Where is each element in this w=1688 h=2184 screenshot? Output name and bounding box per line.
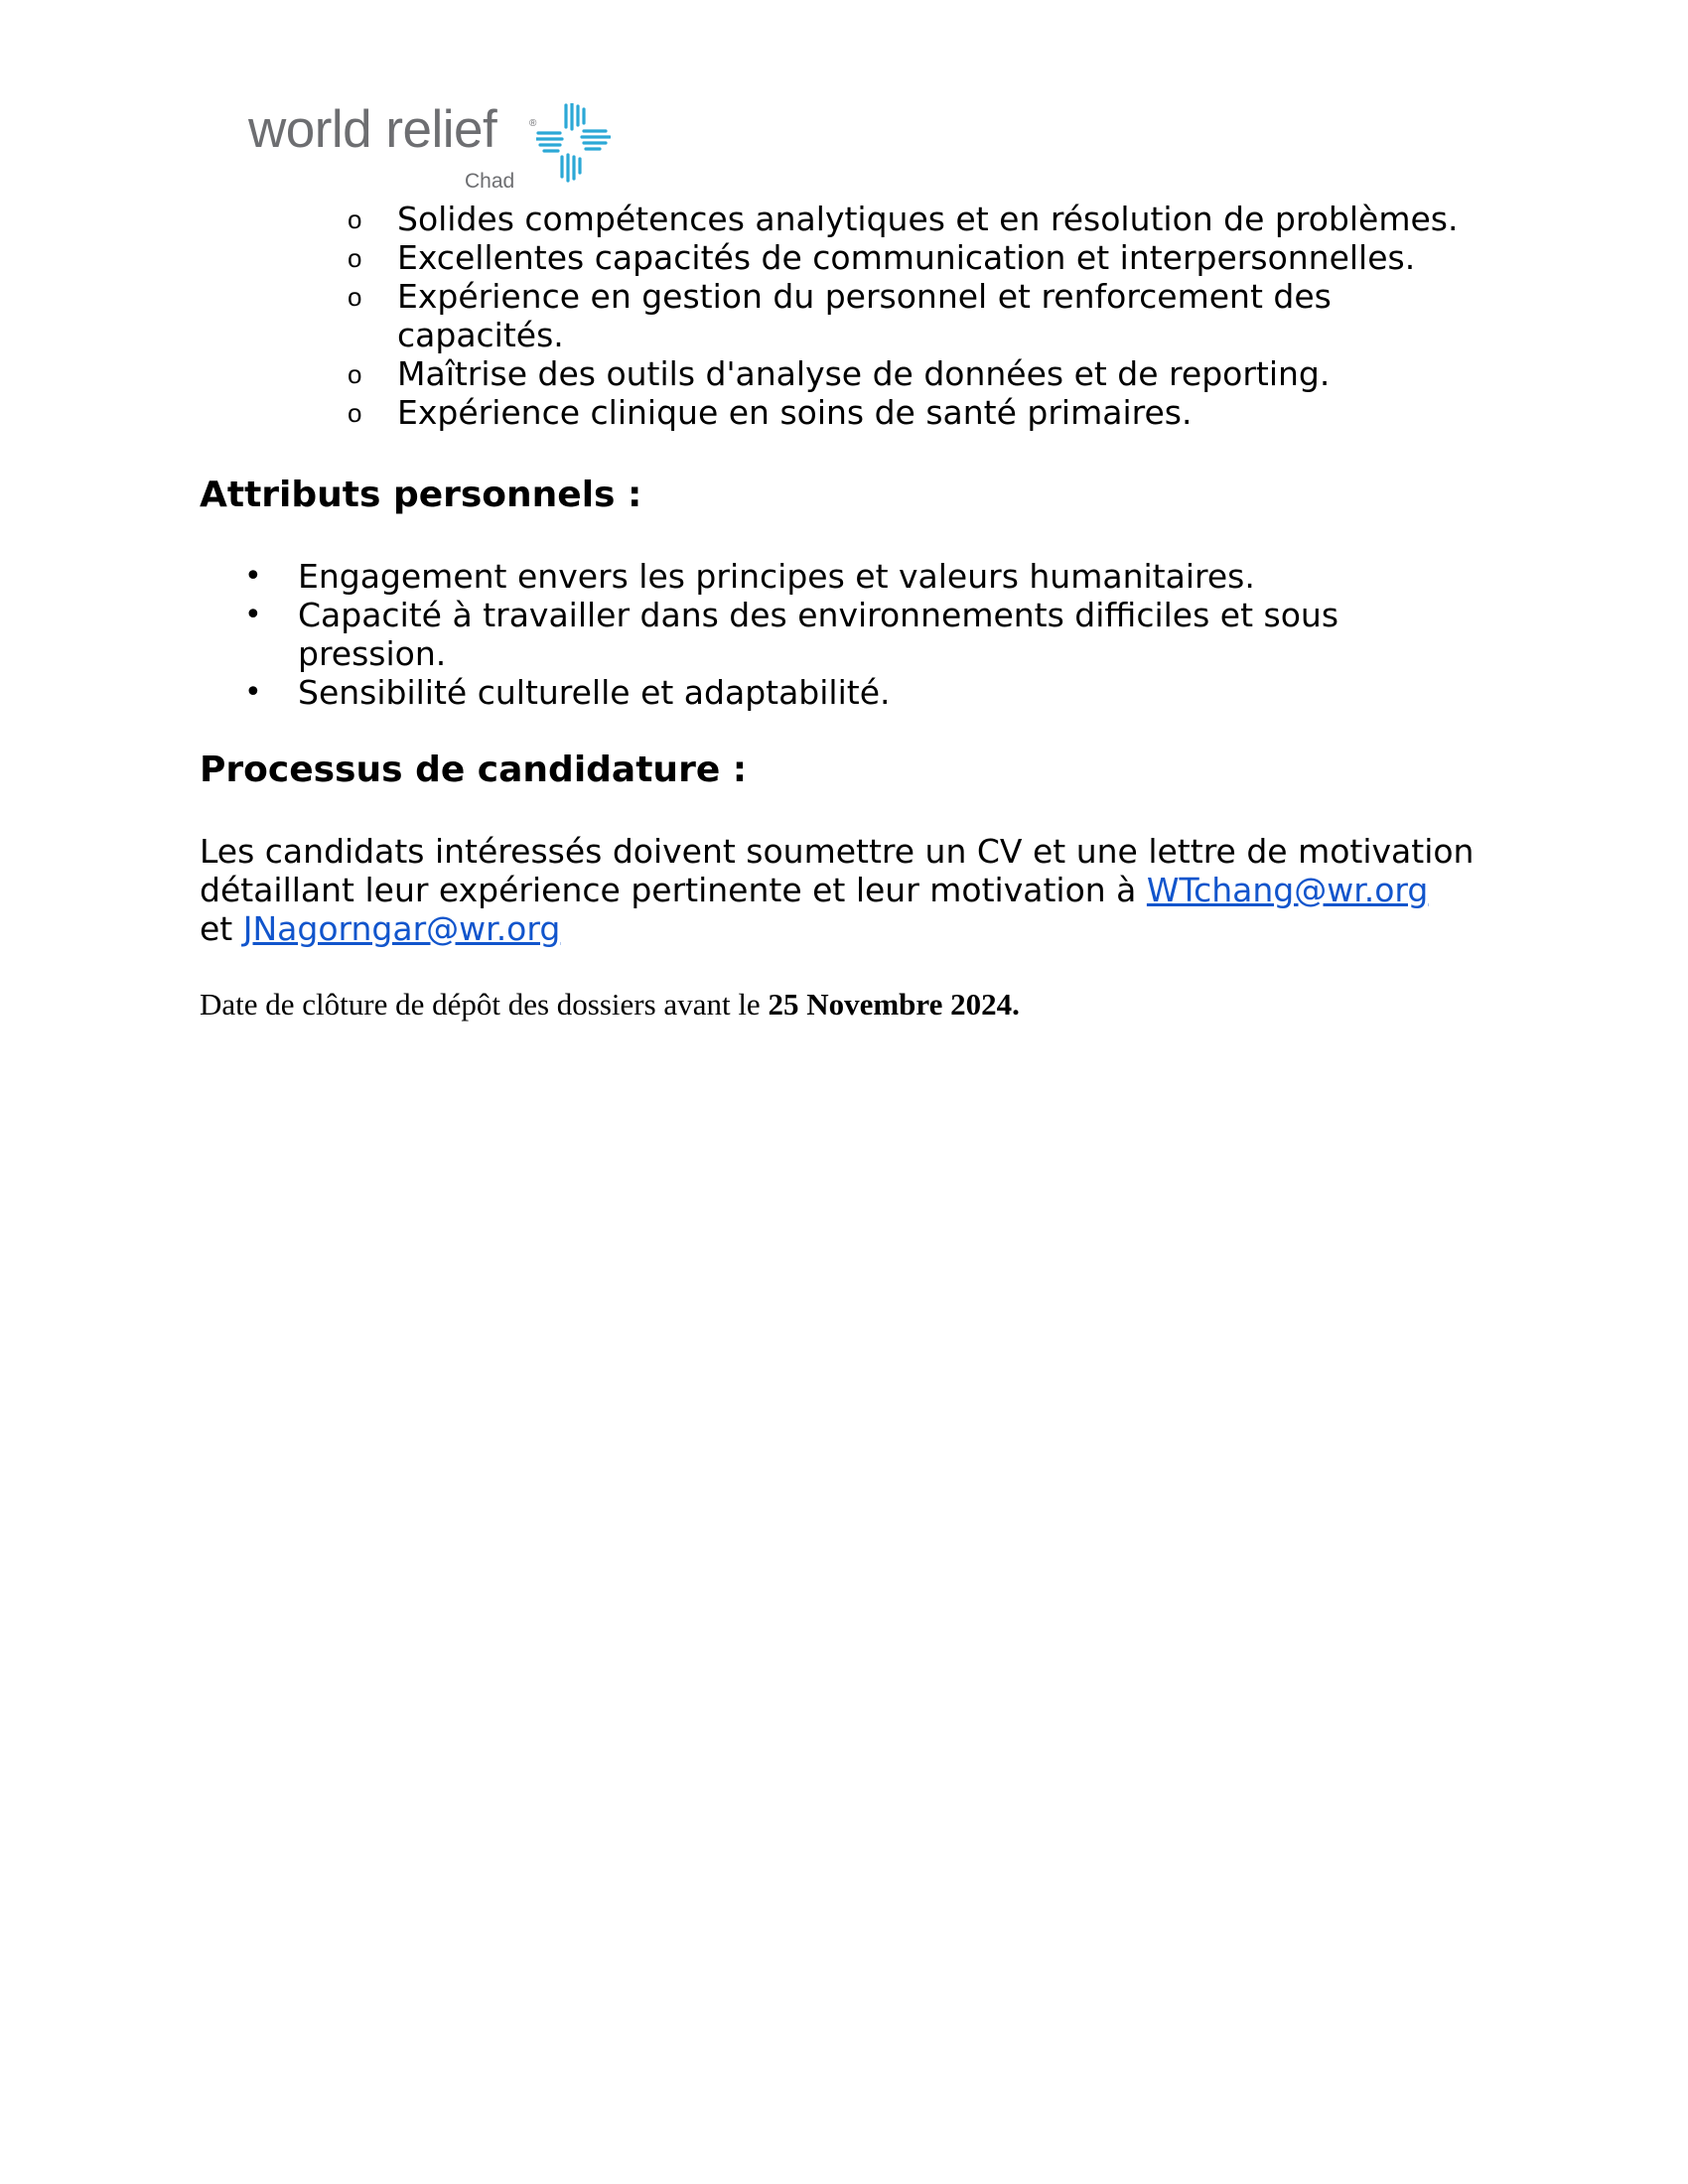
circle-bullet-icon: o — [348, 282, 362, 312]
application-process-heading: Processus de candidature : — [200, 750, 748, 790]
bullet-icon: • — [244, 598, 262, 632]
list-item — [0, 393, 1489, 432]
logo-registered-mark: ® — [529, 118, 537, 129]
circle-bullet-icon: o — [348, 398, 362, 428]
logo-wordmark: world relief — [248, 100, 497, 159]
personal-attributes-list — [0, 557, 1688, 712]
world-relief-logo — [248, 100, 616, 199]
list-item — [0, 596, 1390, 673]
list-item — [0, 557, 1390, 596]
application-text: Les candidats intéressés doivent soumettre un CV et une lettre de motivation détaillant leur expérience pertinente et leur motivation à — [200, 832, 1475, 909]
list-item — [0, 673, 1390, 712]
deadline-date: 25 Novembre 2024. — [768, 987, 1020, 1022]
list-item-text: Maîtrise des outils d'analyse de données et de reporting. — [397, 354, 1331, 393]
list-item-text: Capacité à travailler dans des environnements difficiles et sous pression. — [298, 596, 1339, 673]
circle-bullet-icon: o — [348, 205, 362, 234]
list-item — [0, 200, 1489, 238]
list-item-text: Sensibilité culturelle et adaptabilité. — [298, 673, 891, 712]
deadline-text: Date de clôture de dépôt des dossiers avant le — [200, 987, 761, 1022]
list-item — [0, 354, 1489, 393]
list-item-text: Engagement envers les principes et valeurs humanitaires. — [298, 557, 1255, 596]
application-paragraph — [200, 832, 1510, 948]
bullet-icon: • — [244, 559, 262, 594]
list-item-text: Solides compétences analytiques et en résolution de problèmes. — [397, 200, 1459, 238]
circle-bullet-icon: o — [348, 243, 362, 273]
bullet-icon: • — [244, 675, 262, 710]
logo-subtitle: Chad — [465, 170, 515, 193]
world-relief-cross-icon — [536, 103, 611, 183]
list-item-text: Expérience clinique en soins de santé primaires. — [397, 393, 1193, 432]
list-item-text: Excellentes capacités de communication et interpersonnelles. — [397, 238, 1416, 277]
list-item — [0, 277, 1489, 354]
circle-bullet-icon: o — [348, 359, 362, 389]
email-link-jnagorngar[interactable]: JNagorngar@wr.org — [242, 909, 561, 948]
email-link-wtchang[interactable]: WTchang@wr.org — [1146, 871, 1429, 909]
skills-sublist — [0, 200, 1688, 432]
application-connector: et — [200, 909, 233, 948]
list-item-text: Expérience en gestion du personnel et renforcement des capacités. — [397, 277, 1332, 354]
personal-attributes-heading: Attributs personnels : — [200, 475, 642, 515]
deadline-paragraph — [200, 986, 1020, 1024]
list-item — [0, 238, 1489, 277]
